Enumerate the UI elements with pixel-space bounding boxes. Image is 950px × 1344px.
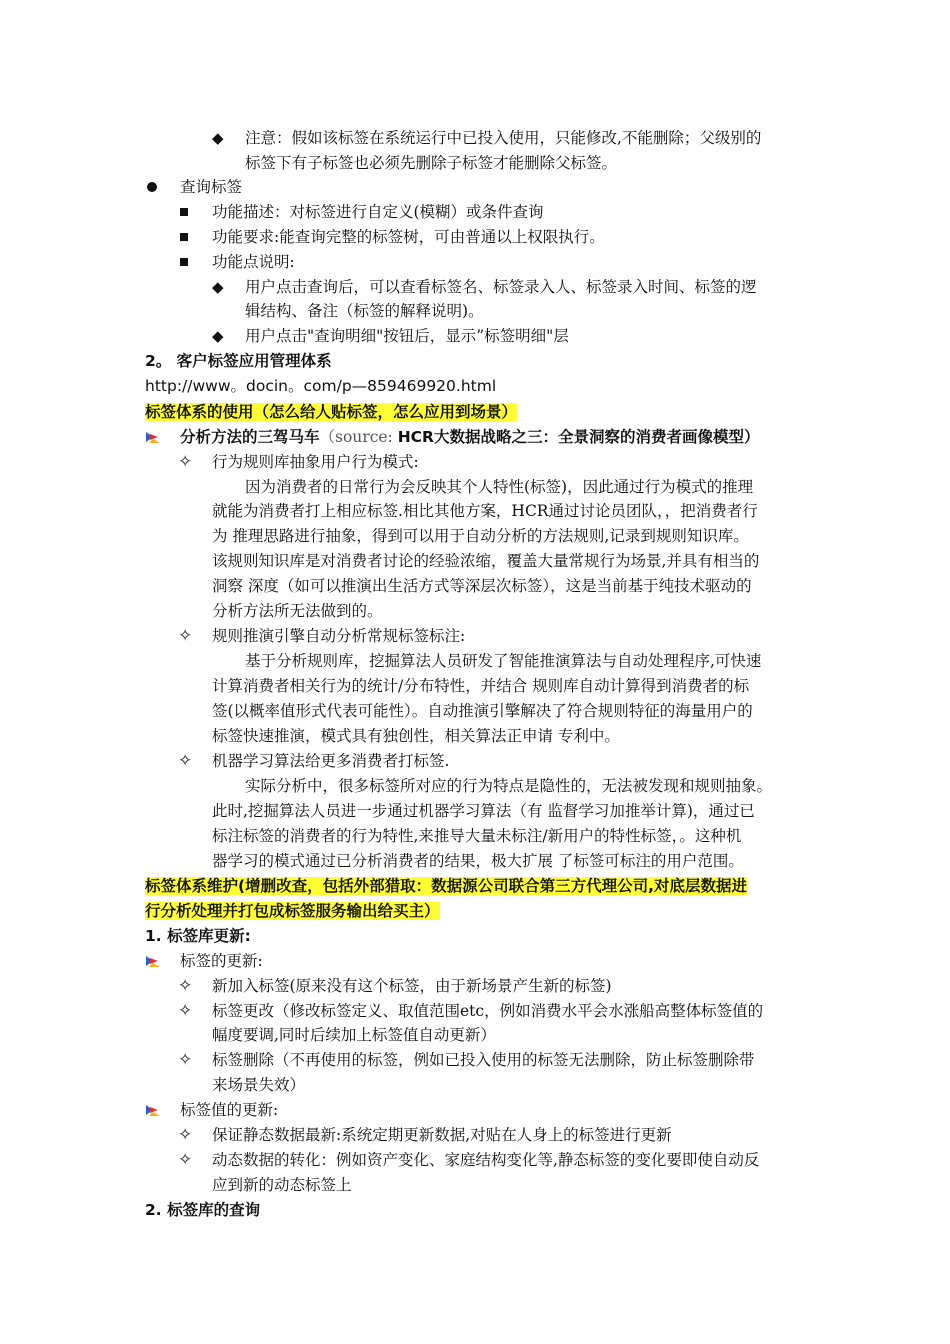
highlight-heading-maintenance-1 <box>145 874 747 898</box>
note-line-1: 注意：假如该标签在系统运行中已投入使用，只能修改,不能删除；父级别的 <box>245 129 762 147</box>
method-2-line-1: 基于分析规则库，挖掘算法人员研发了智能推演算法与自动处理程序,可快速 <box>245 652 762 670</box>
methods-title: 分析方法的三驾马车 <box>180 428 320 446</box>
tag-library-update-heading: 1. 标签库更新: <box>145 927 251 945</box>
tag-delete-line-1: 标签删除（不再使用的标签，例如已投入使用的标签无法删除，防止标签删除带 <box>212 1051 755 1069</box>
star-bullet-icon: ✧ <box>178 751 193 771</box>
dynamic-data-line-2: 应到新的动态标签上 <box>212 1176 352 1194</box>
source-title: HCR大数据战略之三：全景洞察的消费者画像模型） <box>397 428 760 446</box>
three-methods-heading <box>180 425 760 449</box>
square-bullet-icon <box>180 258 188 266</box>
star-bullet-icon: ✧ <box>178 626 193 646</box>
point-1-line-1: 用户点击查询后，可以查看标签名、标签录入人、标签录入时间、标签的逻 <box>245 278 757 296</box>
function-requirement: 功能要求:能查询完整的标签树，可由普通以上权限执行。 <box>212 228 605 246</box>
diamond-bullet-icon: ◆ <box>212 129 224 147</box>
star-bullet-icon: ✧ <box>178 1125 193 1145</box>
method-1-line-1: 因为消费者的日常行为会反映其个人特性(标签)，因此通过行为模式的推理 <box>245 478 754 496</box>
source-url: http://www。docin。com/p—859469920.html <box>145 377 497 395</box>
tag-change-line-2: 幅度要调,同时后续加上标签值自动更新） <box>212 1026 496 1044</box>
triangle-bullet-icon <box>145 1102 161 1118</box>
dot-bullet-icon <box>147 182 157 192</box>
source-prefix: （source: <box>319 428 398 446</box>
triangle-bullet-icon <box>145 429 161 445</box>
method-3-line-4: 器学习的模式通过已分析消费者的结果，极大扩展 了标签可标注的用户范围。 <box>212 852 744 870</box>
method-3-title: 机器学习算法给更多消费者打标签. <box>212 752 450 770</box>
section-2-heading: 2。 客户标签应用管理体系 <box>145 352 332 370</box>
method-1-line-2: 就能为消费者打上相应标签.相比其他方案，HCR通过讨论员团队，，把消费者行 <box>212 502 758 520</box>
diamond-bullet-icon: ◆ <box>212 278 224 296</box>
method-1-line-6: 分析方法所无法做到的。 <box>212 602 383 620</box>
highlighted-text: 行分析处理并打包成标签服务输出给买主） <box>145 902 440 920</box>
method-3-line-3: 标注标签的消费者的行为特性,来推导大量未标注/新用户的特性标签，。这种机 <box>212 827 742 845</box>
highlighted-text: 标签体系的使用（怎么给人贴标签，怎么应用到场景） <box>145 403 518 421</box>
triangle-bullet-icon <box>145 953 161 969</box>
tag-add-line: 新加入标签(原来没有这个标签，由于新场景产生新的标签) <box>212 977 612 995</box>
function-points: 功能点说明: <box>212 253 295 271</box>
square-bullet-icon <box>180 233 188 241</box>
method-3-line-2: 此时,挖掘算法人员进一步通过机器学习算法（有 监督学习加推举计算)，通过已 <box>212 802 755 820</box>
star-bullet-icon: ✧ <box>178 1150 193 1170</box>
dynamic-data-line-1: 动态数据的转化：例如资产变化、家庭结构变化等,静态标签的变化要即使自动反 <box>212 1151 760 1169</box>
diamond-bullet-icon: ◆ <box>212 327 224 345</box>
function-description: 功能描述：对标签进行自定义(模糊）或条件查询 <box>212 203 544 221</box>
query-tags-heading: 查询标签 <box>180 178 243 196</box>
tag-library-query-heading: 2. 标签库的查询 <box>145 1201 261 1219</box>
method-2-title: 规则推演引擎自动分析常规标签标注: <box>212 627 466 645</box>
method-1-line-4: 该规则知识库是对消费者讨论的经验浓缩，覆盖大量常规行为场景,并具有相当的 <box>212 552 760 570</box>
method-2-line-2: 计算消费者相关行为的统计/分布特性，并结合 规则库自动计算得到消费者的标 <box>212 677 750 695</box>
tag-change-line-1: 标签更改（修改标签定义、取值范围etc，例如消费水平会水涨船高整体标签值的 <box>212 1002 764 1020</box>
note-line-2: 标签下有子标签也必须先删除子标签才能删除父标签。 <box>245 154 618 172</box>
method-1-line-5: 洞察 深度（如可以推演出生活方式等深层次标签），这是当前基于纯技术驱动的 <box>212 577 752 595</box>
method-3-line-1: 实际分析中，很多标签所对应的行为特点是隐性的，无法被发现和规则抽象。 <box>245 777 773 795</box>
point-1-line-2: 辑结构、备注（标签的解释说明)。 <box>245 302 484 320</box>
method-2-line-4: 标签快速推演，模式具有独创性，相关算法正申请 专利中。 <box>212 727 620 745</box>
method-1-line-3: 为 推理思路进行抽象，得到可以用于自动分析的方法规则,记录到规则知识库。 <box>212 527 749 545</box>
tag-update-heading: 标签的更新: <box>180 952 263 970</box>
star-bullet-icon: ✧ <box>178 976 193 996</box>
star-bullet-icon: ✧ <box>178 1001 193 1021</box>
highlight-heading-usage <box>145 400 517 424</box>
method-2-line-3: 签(以概率值形式代表可能性）。自动推演引擎解决了符合规则特征的海量用户的 <box>212 702 753 720</box>
highlight-heading-maintenance-2 <box>145 899 440 923</box>
tag-delete-line-2: 来场景失效） <box>212 1076 306 1094</box>
star-bullet-icon: ✧ <box>178 452 193 472</box>
method-1-title: 行为规则库抽象用户行为模式: <box>212 453 419 471</box>
point-2-line: 用户点击"查询明细"按钮后，显示”标签明细"层 <box>245 327 569 345</box>
static-data-line: 保证静态数据最新:系统定期更新数据,对贴在人身上的标签进行更新 <box>212 1126 672 1144</box>
highlighted-text: 标签体系维护(增删改查，包括外部猎取：数据源公司联合第三方代理公司,对底层数据进 <box>145 877 747 895</box>
square-bullet-icon <box>180 208 188 216</box>
tag-value-update-heading: 标签值的更新: <box>180 1101 279 1119</box>
star-bullet-icon: ✧ <box>178 1050 193 1070</box>
